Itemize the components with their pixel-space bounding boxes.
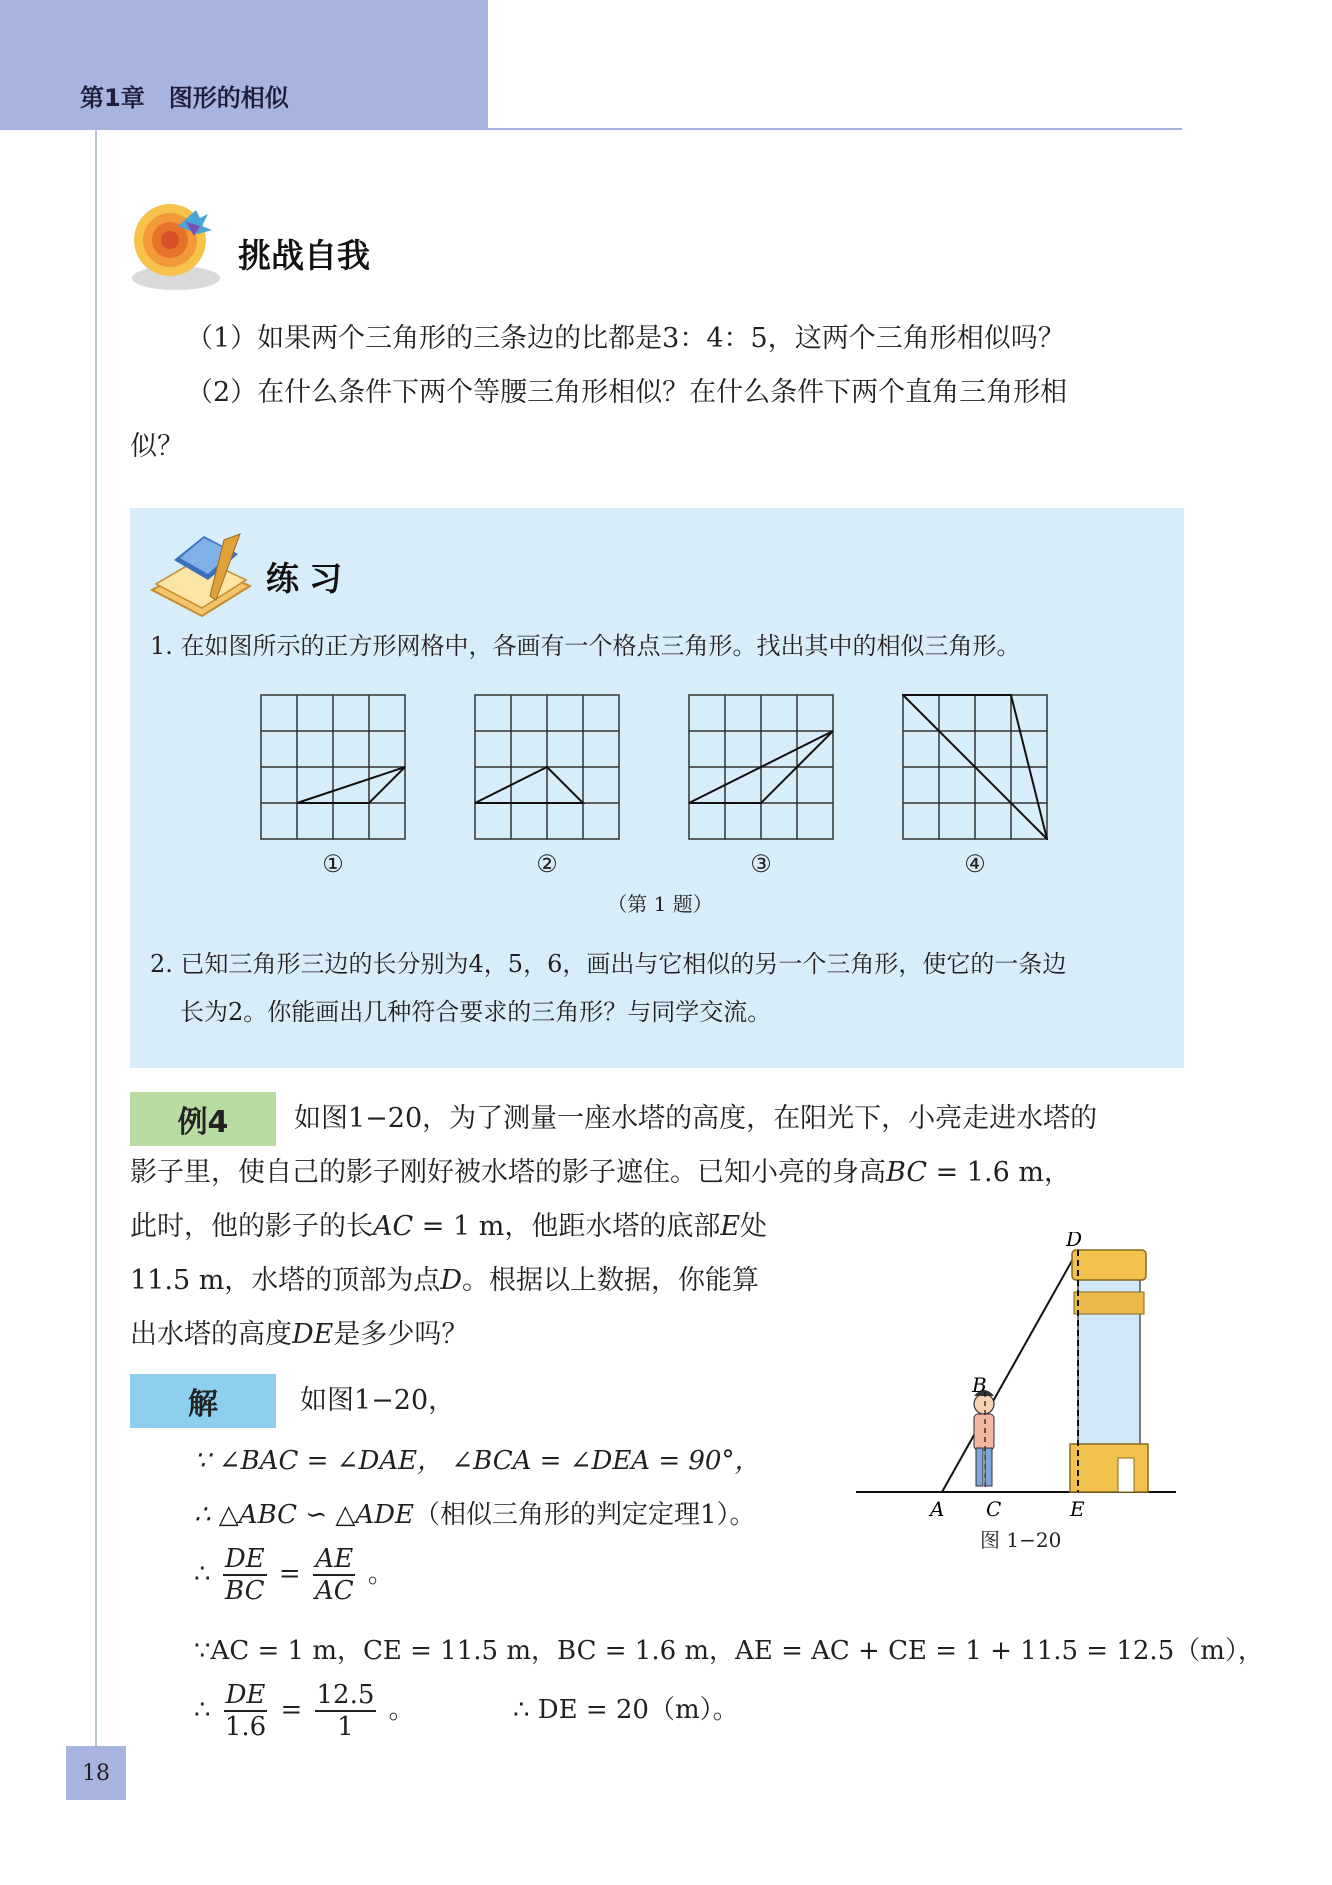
end-punctuation: 。 (367, 1559, 394, 1589)
water-tower-figure (856, 1232, 1186, 1522)
grid-figure-3 (688, 694, 834, 840)
example-line-5-text2: 是多少吗？ (333, 1319, 469, 1350)
therefore-symbol: ∴ (194, 1695, 211, 1725)
q2-line2-prefix: 长为 (180, 998, 228, 1026)
therefore-symbol: ∴ (194, 1559, 211, 1589)
grid-label-4: ④ (964, 850, 986, 878)
grid-figure-2 (474, 694, 620, 840)
example-line-2-text: 影子里，使自己的影子刚好被水塔的影子遮住。已知小亮的身高 (130, 1157, 886, 1188)
example-line-3-text: 此时，他的影子的长 (130, 1211, 373, 1242)
equals-sign: = (280, 1695, 303, 1725)
example-line-2 (130, 1146, 1071, 1200)
grid-1-triangle (297, 767, 405, 803)
label-a: A (930, 1497, 945, 1521)
tower-door (1118, 1458, 1134, 1492)
person-body (974, 1414, 994, 1450)
grid-label-3: ③ (750, 850, 772, 878)
page-number: 18 (82, 1760, 110, 1786)
grid-figure-4 (902, 694, 1048, 840)
label-e: E (1070, 1497, 1085, 1521)
solution-step-1: ∵ ∠BAC = ∠DAE， ∠BCA = ∠DEA = 90°， (194, 1446, 761, 1476)
var-ac: AC (373, 1211, 414, 1242)
challenge-question-2: （2）在什么条件下两个等腰三角形相似？在什么条件下两个直角三角形相 (186, 377, 1068, 408)
example-line-3-eq: = 1 m，他距水塔的底部 (413, 1211, 721, 1242)
fraction-de-bc (223, 1544, 267, 1606)
label-c: C (986, 1497, 1002, 1521)
q2-line2-suffix: 。你能画出几种符合要求的三角形？与同学交流。 (243, 998, 772, 1026)
fraction-denominator: 1.6 (224, 1712, 267, 1742)
example-line-5-text: 出水塔的高度 (130, 1319, 292, 1350)
fraction-numerator: DE (224, 1544, 265, 1574)
chapter-title: 第1章 图形的相似 (80, 84, 289, 112)
q2-sides: 4，5，6 (468, 950, 563, 978)
final-answer: ∴ DE = 20（m）。 (512, 1695, 739, 1725)
similarity-statement: ∴ △ABC ∽ △ADE (194, 1500, 414, 1530)
figure-2-caption: 图 1−20 (980, 1528, 1062, 1552)
practice-question-2-line-2 (180, 988, 771, 1036)
label-b: B (972, 1373, 987, 1397)
practice-question-2-line-1 (150, 940, 1066, 988)
example-line-3-text2: 处 (740, 1211, 768, 1242)
example-label: 例4 (130, 1092, 276, 1146)
example-line-4-text: 11.5 m，水塔的顶部为点 (130, 1265, 441, 1296)
example-line-4 (130, 1254, 759, 1308)
theorem-note: （相似三角形的判定定理1）。 (413, 1500, 756, 1530)
var-bc: BC (886, 1157, 928, 1188)
fraction-denominator: BC (224, 1576, 265, 1606)
margin-rule (95, 130, 97, 1780)
practice-question-1: 1. 在如图所示的正方形网格中，各画有一个格点三角形。找出其中的相似三角形。 (150, 632, 1021, 660)
solution-label: 解 (130, 1374, 276, 1428)
person-head (974, 1394, 994, 1414)
fraction-12-5-1 (315, 1680, 377, 1742)
challenge-question-1: （1）如果两个三角形的三条边的比都是3：4：5，这两个三角形相似吗？ (186, 323, 1065, 354)
grid-label-1: ① (322, 850, 344, 878)
solution-intro: 如图1−20， (300, 1385, 456, 1416)
fraction-denominator: AC (314, 1576, 354, 1606)
solution-step-4: ∵AC = 1 m，CE = 11.5 m，BC = 1.6 m，AE = AC + CE = 1 + 11.5 = 12.5（m）， (194, 1636, 1264, 1666)
tower-top (1072, 1250, 1146, 1280)
practice-heading: 练习 (266, 559, 352, 598)
fraction-de-1-6 (223, 1680, 268, 1742)
fraction-ae-ac (313, 1544, 356, 1606)
solution-step-3 (194, 1544, 394, 1606)
grid-2-triangle (475, 767, 583, 803)
var-de: DE (292, 1319, 334, 1350)
end-punctuation: 。 (388, 1695, 415, 1725)
equals-sign: = (278, 1559, 301, 1589)
solution-step-2 (194, 1494, 756, 1531)
example-line-1: 如图1−20，为了测量一座水塔的高度，在阳光下，小亮走进水塔的 (294, 1103, 1098, 1134)
challenge-question-2-continued: 似？ (130, 431, 184, 462)
fraction-numerator: AE (315, 1544, 354, 1574)
fraction-numerator: 12.5 (316, 1680, 375, 1710)
grid-figure-1 (260, 694, 406, 840)
var-e: E (720, 1211, 741, 1242)
tower-band (1074, 1292, 1144, 1314)
tower-base (1070, 1444, 1148, 1492)
var-d: D (440, 1265, 462, 1296)
solution-step-5 (194, 1680, 739, 1742)
book-icon (146, 530, 256, 620)
fraction-denominator: 1 (337, 1712, 354, 1742)
label-d: D (1066, 1232, 1083, 1251)
fraction-numerator: DE (225, 1680, 266, 1710)
example-line-2-eq: = 1.6 m， (927, 1157, 1071, 1188)
q2-side-length: 2 (228, 998, 244, 1026)
target-icon (128, 196, 228, 296)
example-line-5 (130, 1308, 468, 1362)
q2-middle: ，画出与它相似的另一个三角形，使它的一条边 (562, 950, 1067, 978)
challenge-heading: 挑战自我 (238, 236, 370, 275)
figure-1-caption: （第 1 题） (607, 892, 713, 916)
grid-label-2: ② (536, 850, 558, 878)
example-line-4-text2: 。根据以上数据，你能算 (461, 1265, 759, 1296)
header-rule (488, 128, 1182, 130)
example-line-3 (130, 1200, 767, 1254)
sun-ray-line (942, 1250, 1078, 1492)
q2-prefix: 2. 已知三角形三边的长分别为 (150, 950, 469, 978)
